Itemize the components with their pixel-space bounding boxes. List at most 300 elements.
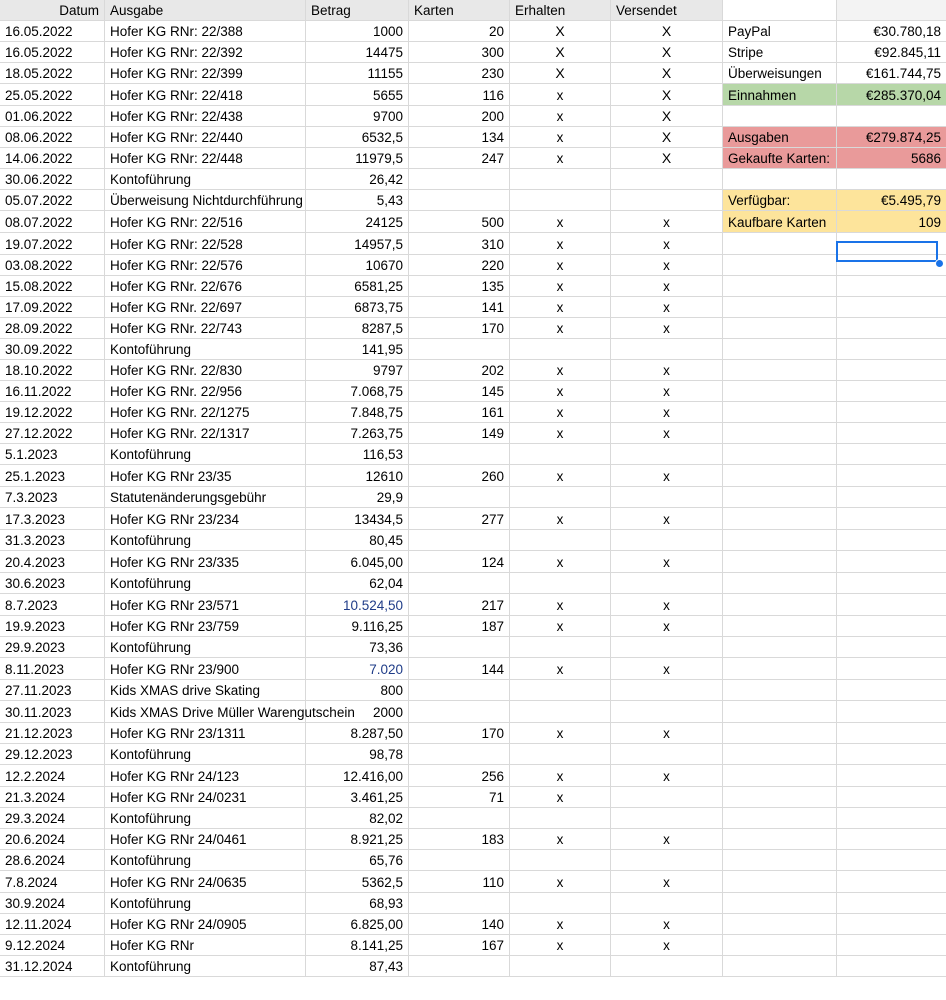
summary-label[interactable] <box>723 106 837 126</box>
cell-karten[interactable] <box>409 339 510 359</box>
cell-betrag[interactable]: 98,78 <box>306 744 409 764</box>
cell-datum[interactable]: 16.05.2022 <box>0 21 105 41</box>
cell-betrag[interactable]: 1000 <box>306 21 409 41</box>
cell-datum[interactable]: 31.3.2023 <box>0 530 105 550</box>
cell-karten[interactable]: 134 <box>409 127 510 147</box>
summary-label[interactable]: Ausgaben <box>723 127 837 147</box>
cell-ausgabe[interactable]: Hofer KG RNr: 22/440 <box>105 127 306 147</box>
empty-cell[interactable] <box>837 744 946 764</box>
cell-erhalten[interactable]: x <box>510 402 611 422</box>
header-betrag[interactable]: Betrag <box>306 0 409 20</box>
cell-versendet[interactable]: x <box>611 318 723 338</box>
empty-cell[interactable] <box>837 530 946 550</box>
cell-ausgabe[interactable]: Hofer KG RNr 24/0635 <box>105 871 306 892</box>
cell-versendet[interactable]: x <box>611 211 723 232</box>
cell-ausgabe[interactable]: Kontoführung <box>105 808 306 828</box>
empty-cell[interactable] <box>837 871 946 892</box>
cell-betrag[interactable]: 13434,5 <box>306 508 409 529</box>
cell-betrag[interactable]: 141,95 <box>306 339 409 359</box>
cell-erhalten[interactable] <box>510 744 611 764</box>
cell-datum[interactable]: 25.05.2022 <box>0 84 105 105</box>
cell-karten[interactable] <box>409 637 510 657</box>
cell-ausgabe[interactable]: Statutenänderungsgebühr <box>105 487 306 507</box>
cell-versendet[interactable]: X <box>611 21 723 41</box>
header-ausgabe[interactable]: Ausgabe <box>105 0 306 20</box>
cell-erhalten[interactable] <box>510 169 611 189</box>
cell-ausgabe[interactable]: Hofer KG RNr <box>105 935 306 955</box>
empty-cell[interactable] <box>837 594 946 615</box>
cell-karten[interactable]: 116 <box>409 84 510 105</box>
empty-cell[interactable] <box>723 935 837 955</box>
cell-betrag[interactable]: 10670 <box>306 255 409 275</box>
empty-cell[interactable] <box>723 701 837 722</box>
cell-ausgabe[interactable]: Kontoführung <box>105 530 306 550</box>
cell-ausgabe[interactable]: Hofer KG RNr 24/0905 <box>105 914 306 934</box>
cell-ausgabe[interactable]: Hofer KG RNr 24/0231 <box>105 787 306 807</box>
cell-erhalten[interactable] <box>510 637 611 657</box>
cell-datum[interactable]: 16.11.2022 <box>0 381 105 401</box>
empty-cell[interactable] <box>723 658 837 679</box>
cell-erhalten[interactable]: x <box>510 127 611 147</box>
cell-ausgabe[interactable]: Hofer KG RNr: 22/528 <box>105 233 306 254</box>
cell-karten[interactable] <box>409 169 510 189</box>
cell-erhalten[interactable] <box>510 701 611 722</box>
cell-karten[interactable] <box>409 530 510 550</box>
cell-datum[interactable]: 27.11.2023 <box>0 680 105 700</box>
header-erhalten[interactable]: Erhalten <box>510 0 611 20</box>
cell-erhalten[interactable]: x <box>510 211 611 232</box>
cell-karten[interactable] <box>409 893 510 913</box>
empty-cell[interactable] <box>723 616 837 636</box>
header-versendet[interactable]: Versendet <box>611 0 723 20</box>
cell-ausgabe[interactable]: Hofer KG RNr: 22/399 <box>105 63 306 83</box>
cell-versendet[interactable] <box>611 637 723 657</box>
summary-value[interactable]: €279.874,25 <box>837 127 946 147</box>
cell-datum[interactable]: 12.2.2024 <box>0 765 105 786</box>
cell-versendet[interactable]: x <box>611 935 723 955</box>
cell-erhalten[interactable]: x <box>510 276 611 296</box>
cell-karten[interactable]: 170 <box>409 318 510 338</box>
cell-ausgabe[interactable]: Hofer KG RNr 23/35 <box>105 465 306 486</box>
cell-karten[interactable]: 161 <box>409 402 510 422</box>
cell-betrag[interactable]: 8.141,25 <box>306 935 409 955</box>
cell-erhalten[interactable]: x <box>510 297 611 317</box>
cell-erhalten[interactable]: x <box>510 360 611 380</box>
cell-betrag[interactable]: 7.263,75 <box>306 423 409 443</box>
cell-erhalten[interactable]: x <box>510 148 611 168</box>
cell-betrag[interactable]: 73,36 <box>306 637 409 657</box>
cell-ausgabe[interactable]: Hofer KG RNr: 22/576 <box>105 255 306 275</box>
cell-erhalten[interactable]: x <box>510 318 611 338</box>
cell-betrag[interactable]: 7.848,75 <box>306 402 409 422</box>
empty-cell[interactable] <box>723 508 837 529</box>
cell-ausgabe[interactable]: Kontoführung <box>105 444 306 464</box>
cell-betrag[interactable]: 6.825,00 <box>306 914 409 934</box>
summary-value[interactable]: €161.744,75 <box>865 66 941 81</box>
cell-ausgabe[interactable]: Kontoführung <box>105 573 306 593</box>
cell-betrag[interactable]: 2000 <box>306 701 409 722</box>
cell-datum[interactable]: 30.9.2024 <box>0 893 105 913</box>
cell-karten[interactable]: 247 <box>409 148 510 168</box>
cell-karten[interactable]: 260 <box>409 465 510 486</box>
cell-versendet[interactable] <box>611 701 723 722</box>
cell-betrag[interactable]: 9700 <box>306 106 409 126</box>
cell-datum[interactable]: 19.12.2022 <box>0 402 105 422</box>
cell-karten[interactable]: 230 <box>409 63 510 83</box>
summary-value[interactable]: €5.495,79 <box>837 190 946 210</box>
cell-betrag[interactable]: 65,76 <box>306 850 409 870</box>
cell-erhalten[interactable]: X <box>510 42 611 62</box>
cell-versendet[interactable]: X <box>611 106 723 126</box>
cell-betrag[interactable]: 87,43 <box>306 956 409 976</box>
cell-betrag[interactable]: 5655 <box>306 84 409 105</box>
cell-versendet[interactable]: X <box>611 42 723 62</box>
cell-karten[interactable]: 149 <box>409 423 510 443</box>
cell-betrag[interactable]: 11979,5 <box>306 148 409 168</box>
empty-cell[interactable] <box>837 276 946 296</box>
header-datum[interactable]: Datum <box>0 0 105 20</box>
cell-erhalten[interactable] <box>510 530 611 550</box>
header-empty-h[interactable] <box>837 0 946 20</box>
cell-karten[interactable] <box>409 444 510 464</box>
cell-betrag[interactable]: 6581,25 <box>306 276 409 296</box>
cell-karten[interactable] <box>409 680 510 700</box>
cell-karten[interactable]: 145 <box>409 381 510 401</box>
cell-datum[interactable]: 7.3.2023 <box>0 487 105 507</box>
empty-cell[interactable] <box>837 360 946 380</box>
cell-datum[interactable]: 28.6.2024 <box>0 850 105 870</box>
cell-datum[interactable]: 29.3.2024 <box>0 808 105 828</box>
cell-karten[interactable] <box>409 190 510 210</box>
cell-karten[interactable]: 140 <box>409 914 510 934</box>
empty-cell[interactable] <box>837 381 946 401</box>
empty-cell[interactable] <box>723 637 837 657</box>
cell-erhalten[interactable]: X <box>510 21 611 41</box>
cell-ausgabe[interactable]: Kontoführung <box>105 956 306 976</box>
cell-ausgabe[interactable]: Kontoführung <box>105 339 306 359</box>
cell-erhalten[interactable] <box>510 444 611 464</box>
cell-betrag[interactable]: 5,43 <box>306 190 409 210</box>
cell-erhalten[interactable] <box>510 487 611 507</box>
cell-erhalten[interactable]: x <box>510 423 611 443</box>
cell-versendet[interactable]: x <box>611 233 723 254</box>
cell-karten[interactable]: 202 <box>409 360 510 380</box>
cell-datum[interactable]: 20.4.2023 <box>0 551 105 572</box>
cell-datum[interactable]: 19.9.2023 <box>0 616 105 636</box>
cell-versendet[interactable]: x <box>611 616 723 636</box>
cell-datum[interactable]: 14.06.2022 <box>0 148 105 168</box>
cell-datum[interactable]: 25.1.2023 <box>0 465 105 486</box>
summary-value[interactable]: 5686 <box>837 148 946 168</box>
cell-ausgabe[interactable]: Kids XMAS drive Skating <box>105 680 306 700</box>
cell-erhalten[interactable]: x <box>510 871 611 892</box>
cell-karten[interactable]: 256 <box>409 765 510 786</box>
cell-karten[interactable]: 71 <box>409 787 510 807</box>
empty-cell[interactable] <box>837 701 946 722</box>
cell-erhalten[interactable]: X <box>510 63 611 83</box>
cell-datum[interactable]: 08.07.2022 <box>0 211 105 232</box>
empty-cell[interactable] <box>723 255 837 275</box>
cell-ausgabe[interactable]: Hofer KG RNr. 22/1275 <box>105 402 306 422</box>
cell-versendet[interactable] <box>611 680 723 700</box>
empty-cell[interactable] <box>723 680 837 700</box>
cell-versendet[interactable]: x <box>611 765 723 786</box>
cell-erhalten[interactable]: x <box>510 233 611 254</box>
empty-cell[interactable] <box>723 594 837 615</box>
cell-ausgabe[interactable]: Hofer KG RNr 24/123 <box>105 765 306 786</box>
cell-versendet[interactable]: x <box>611 402 723 422</box>
cell-betrag[interactable]: 12.416,00 <box>306 765 409 786</box>
empty-cell[interactable] <box>723 850 837 870</box>
cell-karten[interactable]: 200 <box>409 106 510 126</box>
empty-cell[interactable] <box>723 318 837 338</box>
cell-datum[interactable]: 30.06.2022 <box>0 169 105 189</box>
cell-datum[interactable]: 7.8.2024 <box>0 871 105 892</box>
cell-ausgabe[interactable]: Hofer KG RNr 24/0461 <box>105 829 306 849</box>
cell-datum[interactable]: 21.12.2023 <box>0 723 105 743</box>
empty-cell[interactable] <box>723 808 837 828</box>
cell-karten[interactable]: 170 <box>409 723 510 743</box>
selected-cell[interactable] <box>836 241 938 262</box>
summary-value[interactable] <box>837 106 946 126</box>
cell-karten[interactable]: 141 <box>409 297 510 317</box>
cell-ausgabe[interactable]: Hofer KG RNr: 22/516 <box>105 211 306 232</box>
empty-cell[interactable] <box>723 444 837 464</box>
cell-datum[interactable]: 29.9.2023 <box>0 637 105 657</box>
cell-erhalten[interactable]: x <box>510 829 611 849</box>
summary-label[interactable]: Verfügbar: <box>723 190 837 210</box>
cell-versendet[interactable]: x <box>611 594 723 615</box>
summary-label[interactable] <box>723 169 837 189</box>
cell-versendet[interactable]: x <box>611 465 723 486</box>
cell-karten[interactable] <box>409 573 510 593</box>
cell-erhalten[interactable]: x <box>510 787 611 807</box>
cell-ausgabe[interactable]: Hofer KG RNr. 22/697 <box>105 297 306 317</box>
empty-cell[interactable] <box>723 465 837 486</box>
cell-ausgabe[interactable]: Hofer KG RNr. 22/1317 <box>105 423 306 443</box>
summary-label[interactable]: Gekaufte Karten: <box>723 148 837 168</box>
cell-ausgabe[interactable]: Kontoführung <box>105 169 306 189</box>
cell-ausgabe[interactable]: Hofer KG RNr. 22/743 <box>105 318 306 338</box>
empty-cell[interactable] <box>837 914 946 934</box>
cell-karten[interactable]: 187 <box>409 616 510 636</box>
cell-erhalten[interactable] <box>510 680 611 700</box>
empty-cell[interactable] <box>837 339 946 359</box>
cell-datum[interactable]: 27.12.2022 <box>0 423 105 443</box>
cell-karten[interactable]: 110 <box>409 871 510 892</box>
cell-versendet[interactable]: x <box>611 276 723 296</box>
cell-karten[interactable]: 300 <box>409 42 510 62</box>
cell-erhalten[interactable]: x <box>510 914 611 934</box>
cell-datum[interactable]: 8.7.2023 <box>0 594 105 615</box>
cell-versendet[interactable]: x <box>611 871 723 892</box>
empty-cell[interactable] <box>837 573 946 593</box>
empty-cell[interactable] <box>837 850 946 870</box>
summary-label[interactable]: PayPal <box>723 21 837 41</box>
cell-karten[interactable] <box>409 956 510 976</box>
cell-erhalten[interactable]: x <box>510 84 611 105</box>
cell-versendet[interactable] <box>611 573 723 593</box>
cell-ausgabe[interactable]: Kids XMAS Drive Müller Warengutschein <box>105 701 306 722</box>
empty-cell[interactable] <box>723 893 837 913</box>
empty-cell[interactable] <box>837 423 946 443</box>
cell-karten[interactable] <box>409 850 510 870</box>
cell-versendet[interactable] <box>611 190 723 210</box>
cell-karten[interactable]: 220 <box>409 255 510 275</box>
empty-cell[interactable] <box>723 381 837 401</box>
cell-datum[interactable]: 03.08.2022 <box>0 255 105 275</box>
empty-cell[interactable] <box>723 914 837 934</box>
cell-betrag[interactable]: 62,04 <box>306 573 409 593</box>
empty-cell[interactable] <box>723 744 837 764</box>
empty-cell[interactable] <box>723 829 837 849</box>
cell-ausgabe[interactable]: Hofer KG RNr: 22/388 <box>105 21 306 41</box>
cell-erhalten[interactable]: x <box>510 616 611 636</box>
cell-erhalten[interactable] <box>510 573 611 593</box>
cell-betrag[interactable]: 3.461,25 <box>306 787 409 807</box>
cell-versendet[interactable] <box>611 808 723 828</box>
cell-erhalten[interactable]: x <box>510 765 611 786</box>
cell-versendet[interactable]: X <box>611 127 723 147</box>
cell-datum[interactable]: 15.08.2022 <box>0 276 105 296</box>
cell-betrag[interactable]: 24125 <box>306 211 409 232</box>
empty-cell[interactable] <box>837 487 946 507</box>
cell-ausgabe[interactable]: Hofer KG RNr. 22/676 <box>105 276 306 296</box>
empty-cell[interactable] <box>723 360 837 380</box>
summary-value[interactable]: 109 <box>837 211 946 232</box>
cell-karten[interactable]: 183 <box>409 829 510 849</box>
cell-datum[interactable]: 08.06.2022 <box>0 127 105 147</box>
cell-erhalten[interactable]: x <box>510 935 611 955</box>
cell-erhalten[interactable] <box>510 850 611 870</box>
summary-label[interactable]: Kaufbare Karten <box>723 211 837 232</box>
cell-karten[interactable]: 135 <box>409 276 510 296</box>
cell-karten[interactable]: 167 <box>409 935 510 955</box>
cell-betrag[interactable]: 5362,5 <box>306 871 409 892</box>
cell-betrag[interactable]: 9797 <box>306 360 409 380</box>
cell-versendet[interactable] <box>611 744 723 764</box>
cell-versendet[interactable]: X <box>611 148 723 168</box>
empty-cell[interactable] <box>723 402 837 422</box>
empty-cell[interactable] <box>723 233 837 254</box>
cell-karten[interactable]: 20 <box>409 21 510 41</box>
cell-datum[interactable]: 30.11.2023 <box>0 701 105 722</box>
empty-cell[interactable] <box>837 551 946 572</box>
empty-cell[interactable] <box>837 508 946 529</box>
cell-datum[interactable]: 30.6.2023 <box>0 573 105 593</box>
empty-cell[interactable] <box>837 402 946 422</box>
header-empty-g[interactable] <box>723 0 837 20</box>
cell-betrag[interactable]: 800 <box>306 680 409 700</box>
cell-karten[interactable]: 217 <box>409 594 510 615</box>
cell-betrag[interactable]: 26,42 <box>306 169 409 189</box>
cell-datum[interactable]: 05.07.2022 <box>0 190 105 210</box>
empty-cell[interactable] <box>723 276 837 296</box>
cell-betrag[interactable]: 7.068,75 <box>306 381 409 401</box>
empty-cell[interactable] <box>723 487 837 507</box>
summary-value[interactable]: €92.845,11 <box>874 45 941 60</box>
cell-karten[interactable]: 310 <box>409 233 510 254</box>
cell-betrag[interactable]: 8.921,25 <box>306 829 409 849</box>
cell-betrag[interactable]: 80,45 <box>306 530 409 550</box>
empty-cell[interactable] <box>837 787 946 807</box>
cell-ausgabe[interactable]: Hofer KG RNr 23/900 <box>105 658 306 679</box>
cell-versendet[interactable]: X <box>611 63 723 83</box>
cell-ausgabe[interactable]: Hofer KG RNr. 22/956 <box>105 381 306 401</box>
empty-cell[interactable] <box>723 956 837 976</box>
cell-erhalten[interactable] <box>510 339 611 359</box>
cell-datum[interactable]: 19.07.2022 <box>0 233 105 254</box>
empty-cell[interactable] <box>723 551 837 572</box>
cell-betrag[interactable]: 7.020 <box>306 658 409 679</box>
cell-ausgabe[interactable]: Hofer KG RNr: 22/418 <box>105 84 306 105</box>
cell-betrag[interactable]: 11155 <box>306 63 409 83</box>
cell-versendet[interactable]: x <box>611 723 723 743</box>
cell-ausgabe[interactable]: Hofer KG RNr 23/571 <box>105 594 306 615</box>
empty-cell[interactable] <box>723 573 837 593</box>
cell-versendet[interactable] <box>611 956 723 976</box>
cell-datum[interactable]: 18.05.2022 <box>0 63 105 83</box>
cell-ausgabe[interactable]: Hofer KG RNr 23/759 <box>105 616 306 636</box>
cell-erhalten[interactable]: x <box>510 465 611 486</box>
fill-handle[interactable] <box>935 259 944 268</box>
empty-cell[interactable] <box>837 808 946 828</box>
cell-versendet[interactable]: x <box>611 360 723 380</box>
cell-versendet[interactable]: x <box>611 255 723 275</box>
cell-betrag[interactable]: 8287,5 <box>306 318 409 338</box>
cell-betrag[interactable]: 8.287,50 <box>306 723 409 743</box>
cell-versendet[interactable] <box>611 169 723 189</box>
empty-cell[interactable] <box>837 465 946 486</box>
cell-ausgabe[interactable]: Kontoführung <box>105 893 306 913</box>
cell-karten[interactable] <box>409 744 510 764</box>
cell-datum[interactable]: 9.12.2024 <box>0 935 105 955</box>
cell-datum[interactable]: 8.11.2023 <box>0 658 105 679</box>
cell-erhalten[interactable] <box>510 190 611 210</box>
cell-karten[interactable]: 124 <box>409 551 510 572</box>
cell-erhalten[interactable]: x <box>510 255 611 275</box>
cell-karten[interactable] <box>409 808 510 828</box>
cell-karten[interactable]: 144 <box>409 658 510 679</box>
cell-versendet[interactable]: x <box>611 297 723 317</box>
cell-karten[interactable] <box>409 701 510 722</box>
cell-ausgabe[interactable]: Überweisung Nichtdurchführung <box>105 190 306 210</box>
cell-betrag[interactable]: 9.116,25 <box>306 616 409 636</box>
cell-erhalten[interactable]: x <box>510 508 611 529</box>
cell-datum[interactable]: 31.12.2024 <box>0 956 105 976</box>
cell-betrag[interactable]: 29,9 <box>306 487 409 507</box>
cell-datum[interactable]: 17.09.2022 <box>0 297 105 317</box>
cell-datum[interactable]: 20.6.2024 <box>0 829 105 849</box>
cell-betrag[interactable]: 68,93 <box>306 893 409 913</box>
cell-versendet[interactable] <box>611 530 723 550</box>
empty-cell[interactable] <box>723 765 837 786</box>
cell-datum[interactable]: 18.10.2022 <box>0 360 105 380</box>
cell-erhalten[interactable]: x <box>510 551 611 572</box>
cell-versendet[interactable] <box>611 850 723 870</box>
cell-versendet[interactable] <box>611 893 723 913</box>
empty-cell[interactable] <box>723 423 837 443</box>
cell-datum[interactable]: 5.1.2023 <box>0 444 105 464</box>
cell-ausgabe[interactable]: Hofer KG RNr. 22/830 <box>105 360 306 380</box>
cell-erhalten[interactable] <box>510 956 611 976</box>
empty-cell[interactable] <box>837 616 946 636</box>
cell-erhalten[interactable]: x <box>510 594 611 615</box>
cell-datum[interactable]: 30.09.2022 <box>0 339 105 359</box>
cell-erhalten[interactable]: x <box>510 723 611 743</box>
empty-cell[interactable] <box>723 723 837 743</box>
cell-erhalten[interactable] <box>510 893 611 913</box>
